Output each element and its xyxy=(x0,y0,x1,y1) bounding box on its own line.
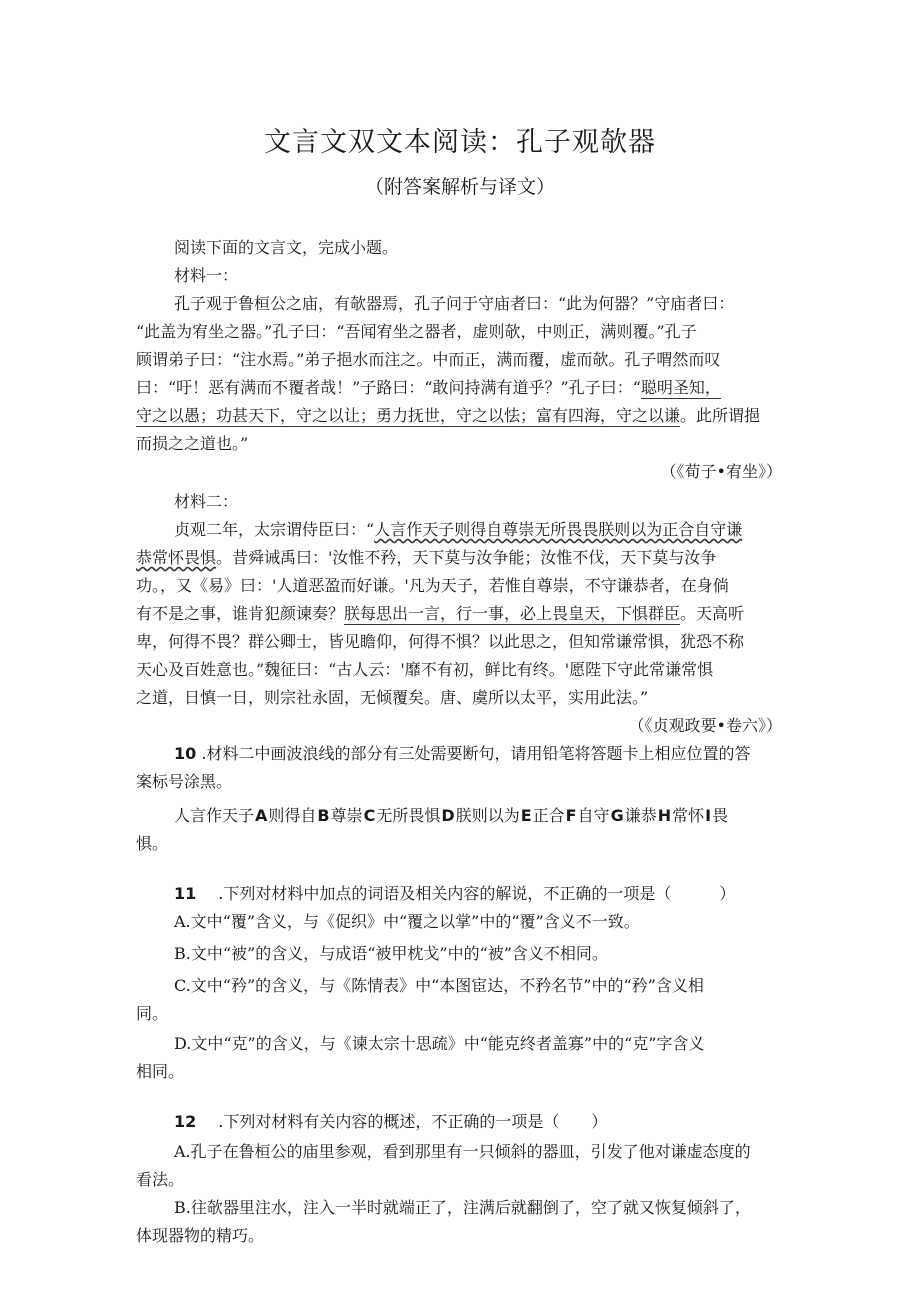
material1-underlined-text: 守之以愚；功甚天下，守之以让；勇力抚世，守之以怯；富有四海，守之以谦 xyxy=(136,406,681,425)
question-text: .下列对材料有关内容的概述，不正确的一项是（ ） xyxy=(218,1112,608,1131)
material1-line: 顾谓弟子曰：“注水焉。”弟子挹水而注之。中而正，满而覆，虚而欹。孔子喟然而叹 xyxy=(136,350,721,369)
break-marker-d: D xyxy=(441,806,455,825)
material1-text: 曰：“吁！恶有满而不覆者哉！”子路曰：“敢问持满有道乎？”孔子曰：“ xyxy=(136,378,641,397)
material2-text: 。昔舜诫禹曰：'汝惟不矜，天下莫与汝争能；汝惟不伐，天下莫与汝争 xyxy=(216,548,717,567)
material2-line xyxy=(136,548,716,568)
material2-text: 有不是之事，谁肯犯颜谏奏？ xyxy=(136,604,345,623)
material2-source: （《贞观政要•卷六》） xyxy=(628,716,782,735)
sentence-segment: 朕则以为 xyxy=(455,806,520,825)
material2-line: 卑，何得不畏？群公卿士，皆见瞻仰，何得不惧？以此思之，但知常谦常惧，犹恐不称 xyxy=(136,632,745,651)
question-10-sentence-cont: 惧。 xyxy=(136,834,169,853)
sentence-segment: 尊崇 xyxy=(330,806,363,825)
material2-wavy-text: 恭常怀畏惧 xyxy=(136,548,217,567)
sentence-segment: 正合 xyxy=(532,806,565,825)
question-11-stem xyxy=(174,884,735,904)
material2-line xyxy=(136,604,744,624)
question-11-option-c: C.文中“矜”的含义，与《陈情表》中“本图宦达，不矜名节”中的“矜”含义相 xyxy=(174,976,704,995)
break-marker-b: B xyxy=(317,806,330,825)
material1-line: 而损之之道也。” xyxy=(136,434,249,453)
question-10-stem xyxy=(174,744,750,764)
material1-line: “此盖为宥坐之器。”孔子曰：“吾闻宥坐之器者，虚则欹，中则正，满则覆。”孔子 xyxy=(136,322,697,341)
question-number: 12 xyxy=(174,1112,197,1131)
material1-line xyxy=(136,378,721,398)
material2-line: 功。，又《易》曰：'人道恶盈而好谦。'凡为天子，若惟自尊崇，不守谦恭者，在身倘 xyxy=(136,576,729,595)
question-11-option-d-cont: 相同。 xyxy=(136,1062,185,1081)
material2-label: 材料二： xyxy=(174,492,239,511)
sentence-segment: 自守 xyxy=(577,806,610,825)
page-title: 文言文双文本阅读：孔子观欹器 xyxy=(264,127,656,158)
question-text: .下列对材料中加点的词语及相关内容的解说，不正确的一项是（ ） xyxy=(218,884,736,903)
break-marker-e: E xyxy=(520,806,532,825)
break-marker-a: A xyxy=(255,806,268,825)
material1-source: （《荀子•宥坐》） xyxy=(660,462,782,481)
question-12-option-b-cont: 体现器物的精巧。 xyxy=(136,1226,265,1245)
question-11-option-b: B.文中“被”的含义，与成语“被甲枕戈”中的“被”含义不相同。 xyxy=(174,944,608,963)
material2-text: 。天高听 xyxy=(680,604,745,623)
question-12-stem xyxy=(174,1112,607,1132)
break-marker-f: F xyxy=(565,806,577,825)
sentence-segment: 谦恭 xyxy=(624,806,657,825)
break-marker-c: C xyxy=(363,806,376,825)
material2-line: 之道，日慎一日，则宗社永固，无倾覆矣。唐、虞所以太平，实用此法。” xyxy=(136,688,649,707)
sentence-segment: 常怀 xyxy=(672,806,705,825)
question-12-option-a: A.孔子在鲁桓公的庙里参观，看到那里有一只倾斜的器皿，引发了他对谦虚态度的 xyxy=(174,1142,751,1161)
sentence-segment: 则得自 xyxy=(268,806,317,825)
break-marker-i: I xyxy=(705,806,712,825)
material2-line xyxy=(174,520,742,540)
question-number: 10 xyxy=(174,744,197,763)
question-text: .材料二中画波浪线的部分有三处需要断句，请用铅笔将答题卡上相应位置的答 xyxy=(201,744,751,763)
material1-line: 孔子观于鲁桓公之庙，有欹器焉，孔子问于守庙者曰：“此为何器？”守庙者曰： xyxy=(174,294,735,313)
break-marker-h: H xyxy=(657,806,672,825)
break-marker-g: G xyxy=(610,806,624,825)
question-12-option-b: B.往欹器里注水，注入一半时就端正了，注满后就翻倒了，空了就又恢复倾斜了， xyxy=(174,1198,751,1217)
question-10-sentence xyxy=(174,806,728,826)
question-11-option-d: D.文中“克”的含义，与《谏太宗十思疏》中“能克终者盖寡”中的“克”字含义 xyxy=(174,1034,705,1053)
material1-line xyxy=(136,406,760,426)
intro-instruction: 阅读下面的文言文，完成小题。 xyxy=(174,238,399,257)
question-10-stem-cont: 案标号涂黑。 xyxy=(136,772,233,791)
question-11-option-a: A.文中“覆”含义，与《促织》中“覆之以掌”中的“覆”含义不一致。 xyxy=(174,912,640,931)
question-number: 11 xyxy=(174,884,197,903)
material1-label: 材料一： xyxy=(174,266,239,285)
material2-text: 贞观二年，太宗谓侍臣曰：“ xyxy=(174,520,375,539)
sentence-segment: 无所畏惧 xyxy=(376,806,441,825)
question-11-option-c-cont: 同。 xyxy=(136,1004,169,1023)
sentence-segment: 人言作天子 xyxy=(174,806,255,825)
material1-underlined-text: 聪明圣知， xyxy=(640,378,721,397)
question-12-option-a-cont: 看法。 xyxy=(136,1170,185,1189)
sentence-segment: 畏 xyxy=(712,806,729,825)
material2-line: 天心及百姓意也。”魏征曰：“古人云：'靡不有初，鲜比有终。'愿陛下守此常谦常惧 xyxy=(136,660,714,679)
material2-underlined-text: 朕每思出一言，行一事，必上畏皇天，下惧群臣 xyxy=(344,604,681,623)
material2-wavy-text: 人言作天子则得自尊崇无所畏畏朕则以为正合自守谦 xyxy=(374,520,743,539)
page-subtitle: （附答案解析与译文） xyxy=(364,176,555,198)
material1-text: 。此所谓挹 xyxy=(680,406,761,425)
